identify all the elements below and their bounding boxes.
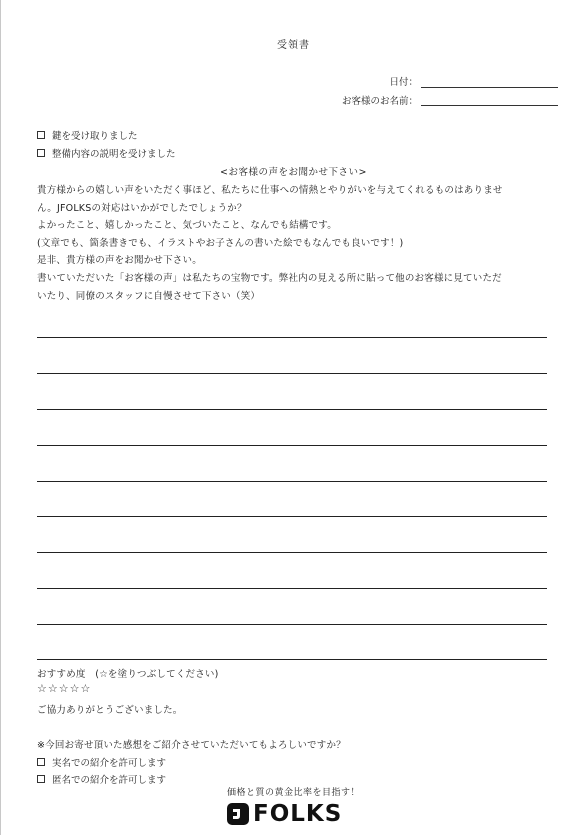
voice-text-line: (文章でも、箇条書きでも、イラストやお子さんの書いた絵でもなんでも良いです！) (37, 238, 404, 249)
voice-heading: <お客様の声をお聞かせ下さい> (220, 167, 367, 178)
date-label: 日付： (389, 77, 418, 88)
customer-name-label: お客様のお名前： (341, 96, 418, 107)
voice-text-line: 是非、貴方様の声をお聞かせ下さい。 (37, 255, 202, 266)
check-item-maintenance-explained[interactable] (37, 146, 176, 160)
company-logo (226, 802, 342, 826)
consent-question: ※今回お寄せ頂いた感想をご紹介させていただいてもよろしいですか？ (37, 740, 346, 751)
consent-option-label: 匿名での紹介を許可します (52, 775, 167, 786)
voice-text-line: 書いていただいた「お客様の声」は私たちの宝物です。弊社内の見える所に貼って他のお客様に見ていただ (37, 273, 502, 284)
writing-line[interactable] (37, 373, 547, 374)
consent-option-anonymous[interactable] (37, 772, 166, 786)
check-item-key-received[interactable] (37, 128, 138, 142)
logo-wordmark: FOLKS (253, 801, 343, 827)
writing-line[interactable] (37, 481, 547, 482)
writing-line[interactable] (37, 409, 547, 410)
voice-text-line: 貴方様からの嬉しい声をいただく事ほど、私たちに仕事への情熱とやりがいを与えてくれるものはありませ (37, 185, 503, 196)
rating-stars[interactable]: ☆☆☆☆☆ (37, 682, 92, 695)
thanks-text: ご協力ありがとうございました。 (37, 705, 183, 716)
checkbox-icon[interactable] (37, 758, 45, 766)
voice-text-line: ん。JFOLKSの対応はいかがでしたでしょうか？ (37, 203, 247, 214)
checkbox-icon[interactable] (37, 149, 45, 157)
writing-line[interactable] (37, 516, 547, 517)
document-title: 受領書 (277, 40, 310, 51)
voice-text-line: いたり、同僚のスタッフに自慢させて下さい（笑） (37, 291, 261, 302)
writing-line[interactable] (37, 624, 547, 625)
jfolks-logo-mark-icon (226, 802, 250, 826)
writing-line[interactable] (37, 445, 547, 446)
writing-line[interactable] (37, 337, 547, 338)
voice-text-line: よかったこと、嬉しかったこと、気づいたこと、なんでも結構です。 (37, 220, 337, 231)
rating-label: おすすめ度 (☆を塗りつぶしてください) (37, 669, 219, 680)
checkbox-icon[interactable] (37, 131, 45, 139)
date-field[interactable] (421, 87, 558, 88)
page-border (0, 0, 1, 835)
checkbox-icon[interactable] (37, 775, 45, 783)
check-item-label: 整備内容の説明を受けました (52, 149, 176, 160)
customer-name-field[interactable] (421, 105, 558, 106)
consent-option-real-name[interactable] (37, 755, 166, 769)
writing-line[interactable] (37, 552, 547, 553)
check-item-label: 鍵を受け取りました (52, 131, 138, 142)
writing-line[interactable] (37, 659, 547, 660)
footer-slogan: 価格と質の黄金比率を目指す！ (226, 788, 360, 798)
consent-option-label: 実名での紹介を許可します (52, 758, 167, 769)
writing-line[interactable] (37, 588, 547, 589)
